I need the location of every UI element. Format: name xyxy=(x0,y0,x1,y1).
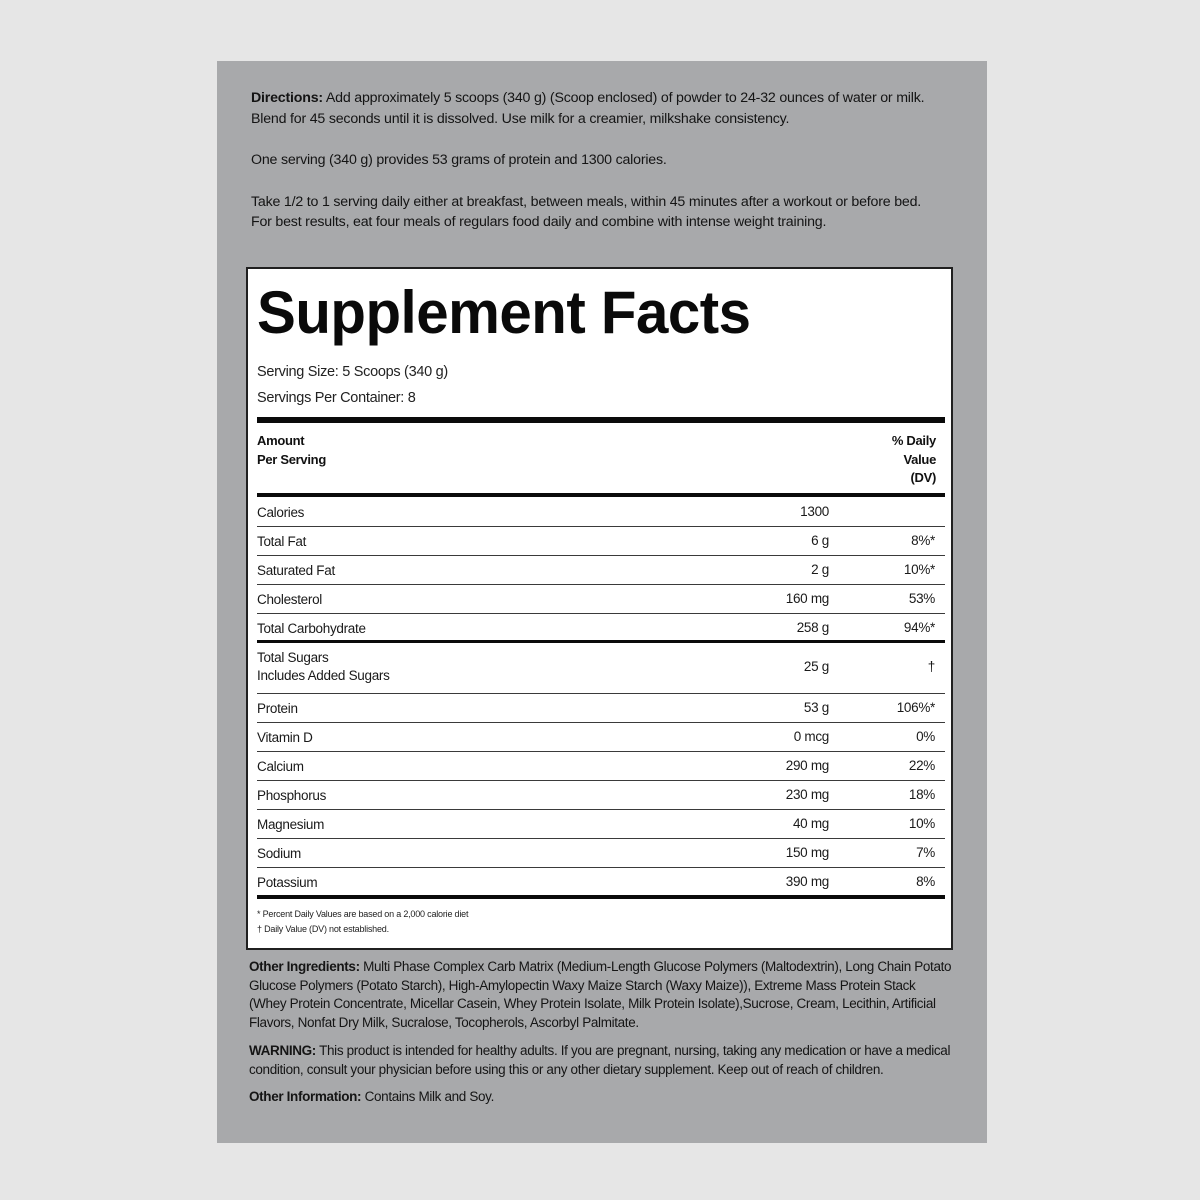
other-ingredients-text: Multi Phase Complex Carb Matrix (Medium-Length Glucose Polymers (Maltodextrin), Long Chain Potato Glucose Polymers (Potato Starch), High-Amylopectin Waxy Maize Starch (Waxy Maize)), Extreme Mass Protein Stack (Whey Protein Concentrate, Micellar Casein, Whey Protein Isolate, Milk Protein Isolate),Sucrose, Cream, Lecithin, Artificial Flavors, Nonfat Dry Milk, Sucralose, Tocopherols, Ascorbyl Palmitate. xyxy=(249,959,952,1030)
warning-section xyxy=(249,1042,955,1079)
nutrient-amount: 0 mcg xyxy=(793,729,829,744)
warning-paragraph xyxy=(249,1042,955,1079)
header-dv-line3: (DV) xyxy=(910,470,936,485)
other-information-text: Contains Milk and Soy. xyxy=(361,1089,494,1104)
nutrient-rows xyxy=(257,498,945,897)
directions-text: Add approximately 5 scoops (340 g) (Scoop enclosed) of powder to 24-32 ounces of water or milk. Blend for 45 seconds until it is dissolved. Use milk for a creamier, milkshake consistency. xyxy=(251,90,925,127)
footnote-dv-not-established: † Daily Value (DV) not established. xyxy=(257,924,389,934)
other-information-paragraph xyxy=(249,1088,955,1107)
nutrient-amount: 40 mg xyxy=(792,816,829,831)
nutrient-dv: 8% xyxy=(916,874,935,889)
nutrient-name: Calories xyxy=(257,505,305,520)
amount-per-serving-header xyxy=(257,432,326,469)
other-information-section xyxy=(249,1088,955,1107)
nutrient-row xyxy=(257,614,945,643)
facts-title: Supplement Facts xyxy=(257,279,751,346)
other-ingredients-section xyxy=(249,958,955,1032)
nutrient-name-sub: Includes Added Sugars xyxy=(257,668,390,683)
nutrient-name: Calcium xyxy=(257,759,304,774)
thick-divider xyxy=(257,417,945,423)
nutrient-amount: 2 g xyxy=(811,562,829,577)
directions-section xyxy=(251,88,951,233)
nutrient-amount: 290 mg xyxy=(785,758,829,773)
nutrient-dv: 18% xyxy=(908,787,935,802)
nutrient-amount: 258 g xyxy=(796,620,829,635)
nutrient-row xyxy=(257,694,945,723)
nutrient-dv: 94%* xyxy=(903,620,935,635)
nutrient-amount: 230 mg xyxy=(785,787,829,802)
nutrient-row xyxy=(257,556,945,585)
nutrient-dv: 53% xyxy=(908,591,935,606)
nutrient-amount: 6 g xyxy=(811,533,829,548)
daily-value-header xyxy=(856,432,936,488)
directions-label: Directions: xyxy=(251,90,323,106)
nutrient-amount: 150 mg xyxy=(785,845,829,860)
nutrient-row xyxy=(257,723,945,752)
nutrient-dv: 0% xyxy=(916,729,935,744)
nutrient-row xyxy=(257,498,945,527)
nutrient-dv: 10% xyxy=(908,816,935,831)
bottom-divider xyxy=(257,895,945,899)
nutrient-row xyxy=(257,810,945,839)
nutrient-name: Total Fat xyxy=(257,534,307,549)
nutrient-dv: 8%* xyxy=(911,533,935,548)
warning-text: This product is intended for healthy adults. If you are pregnant, nursing, taking any medication or have a medical condition, consult your physician before using this or any other dietary supplement. Keep out of reach of children. xyxy=(249,1043,951,1077)
header-amount-line1: Amount xyxy=(257,433,305,448)
nutrient-amount: 1300 xyxy=(800,504,829,519)
nutrient-row xyxy=(257,752,945,781)
nutrient-amount: 53 g xyxy=(803,700,829,715)
nutrient-row xyxy=(257,868,945,897)
nutrient-row xyxy=(257,585,945,614)
nutrient-name: Vitamin D xyxy=(257,730,313,745)
nutrient-amount: 390 mg xyxy=(785,874,829,889)
usage-text: Take 1/2 to 1 serving daily either at breakfast, between meals, within 45 minutes after a workout or before bed. xyxy=(251,193,922,210)
best-results-text: For best results, eat four meals of regulars food daily and combine with intense weight training. xyxy=(251,214,827,230)
footnote-percent-dv: * Percent Daily Values are based on a 2,000 calorie diet xyxy=(257,909,469,919)
other-ingredients-label: Other Ingredients: xyxy=(249,959,360,974)
nutrient-dv: † xyxy=(927,659,935,674)
serving-size: Serving Size: 5 Scoops (340 g) xyxy=(257,364,448,380)
nutrient-name: Sodium xyxy=(257,846,301,861)
other-ingredients-paragraph xyxy=(249,958,955,1032)
nutrient-dv: 10%* xyxy=(903,562,935,577)
directions-paragraph xyxy=(251,88,951,129)
nutrient-name: Saturated Fat xyxy=(257,563,335,578)
nutrient-row xyxy=(257,781,945,810)
nutrient-name xyxy=(257,649,390,685)
nutrient-dv: 7% xyxy=(916,845,935,860)
header-dv-line2: Value xyxy=(903,451,936,467)
other-information-label: Other Information: xyxy=(249,1089,362,1104)
nutrient-dv: 106%* xyxy=(896,700,935,715)
serving-note: One serving (340 g) provides 53 grams of protein and 1300 calories. xyxy=(251,152,667,168)
nutrient-name: Potassium xyxy=(257,875,318,890)
nutrient-name-main: Total Sugars xyxy=(257,650,329,665)
nutrient-row xyxy=(257,527,945,556)
nutrient-name: Phosphorus xyxy=(257,788,327,803)
header-divider xyxy=(257,493,945,497)
nutrient-row xyxy=(257,839,945,868)
warning-label: WARNING: xyxy=(249,1043,316,1058)
supplement-facts-box xyxy=(246,267,953,950)
nutrient-name: Magnesium xyxy=(257,817,325,832)
label-panel xyxy=(217,61,987,1143)
header-dv-line1: % Daily xyxy=(891,433,936,448)
nutrient-amount: 160 mg xyxy=(785,591,829,606)
nutrient-amount: 25 g xyxy=(803,659,829,674)
nutrient-dv: 22% xyxy=(908,758,935,773)
header-amount-line2: Per Serving xyxy=(257,451,326,467)
nutrient-row xyxy=(257,643,945,694)
nutrient-name: Total Carbohydrate xyxy=(257,621,366,636)
nutrient-name: Cholesterol xyxy=(257,592,322,607)
nutrient-name: Protein xyxy=(257,701,298,716)
servings-per-container: Servings Per Container: 8 xyxy=(257,390,416,406)
